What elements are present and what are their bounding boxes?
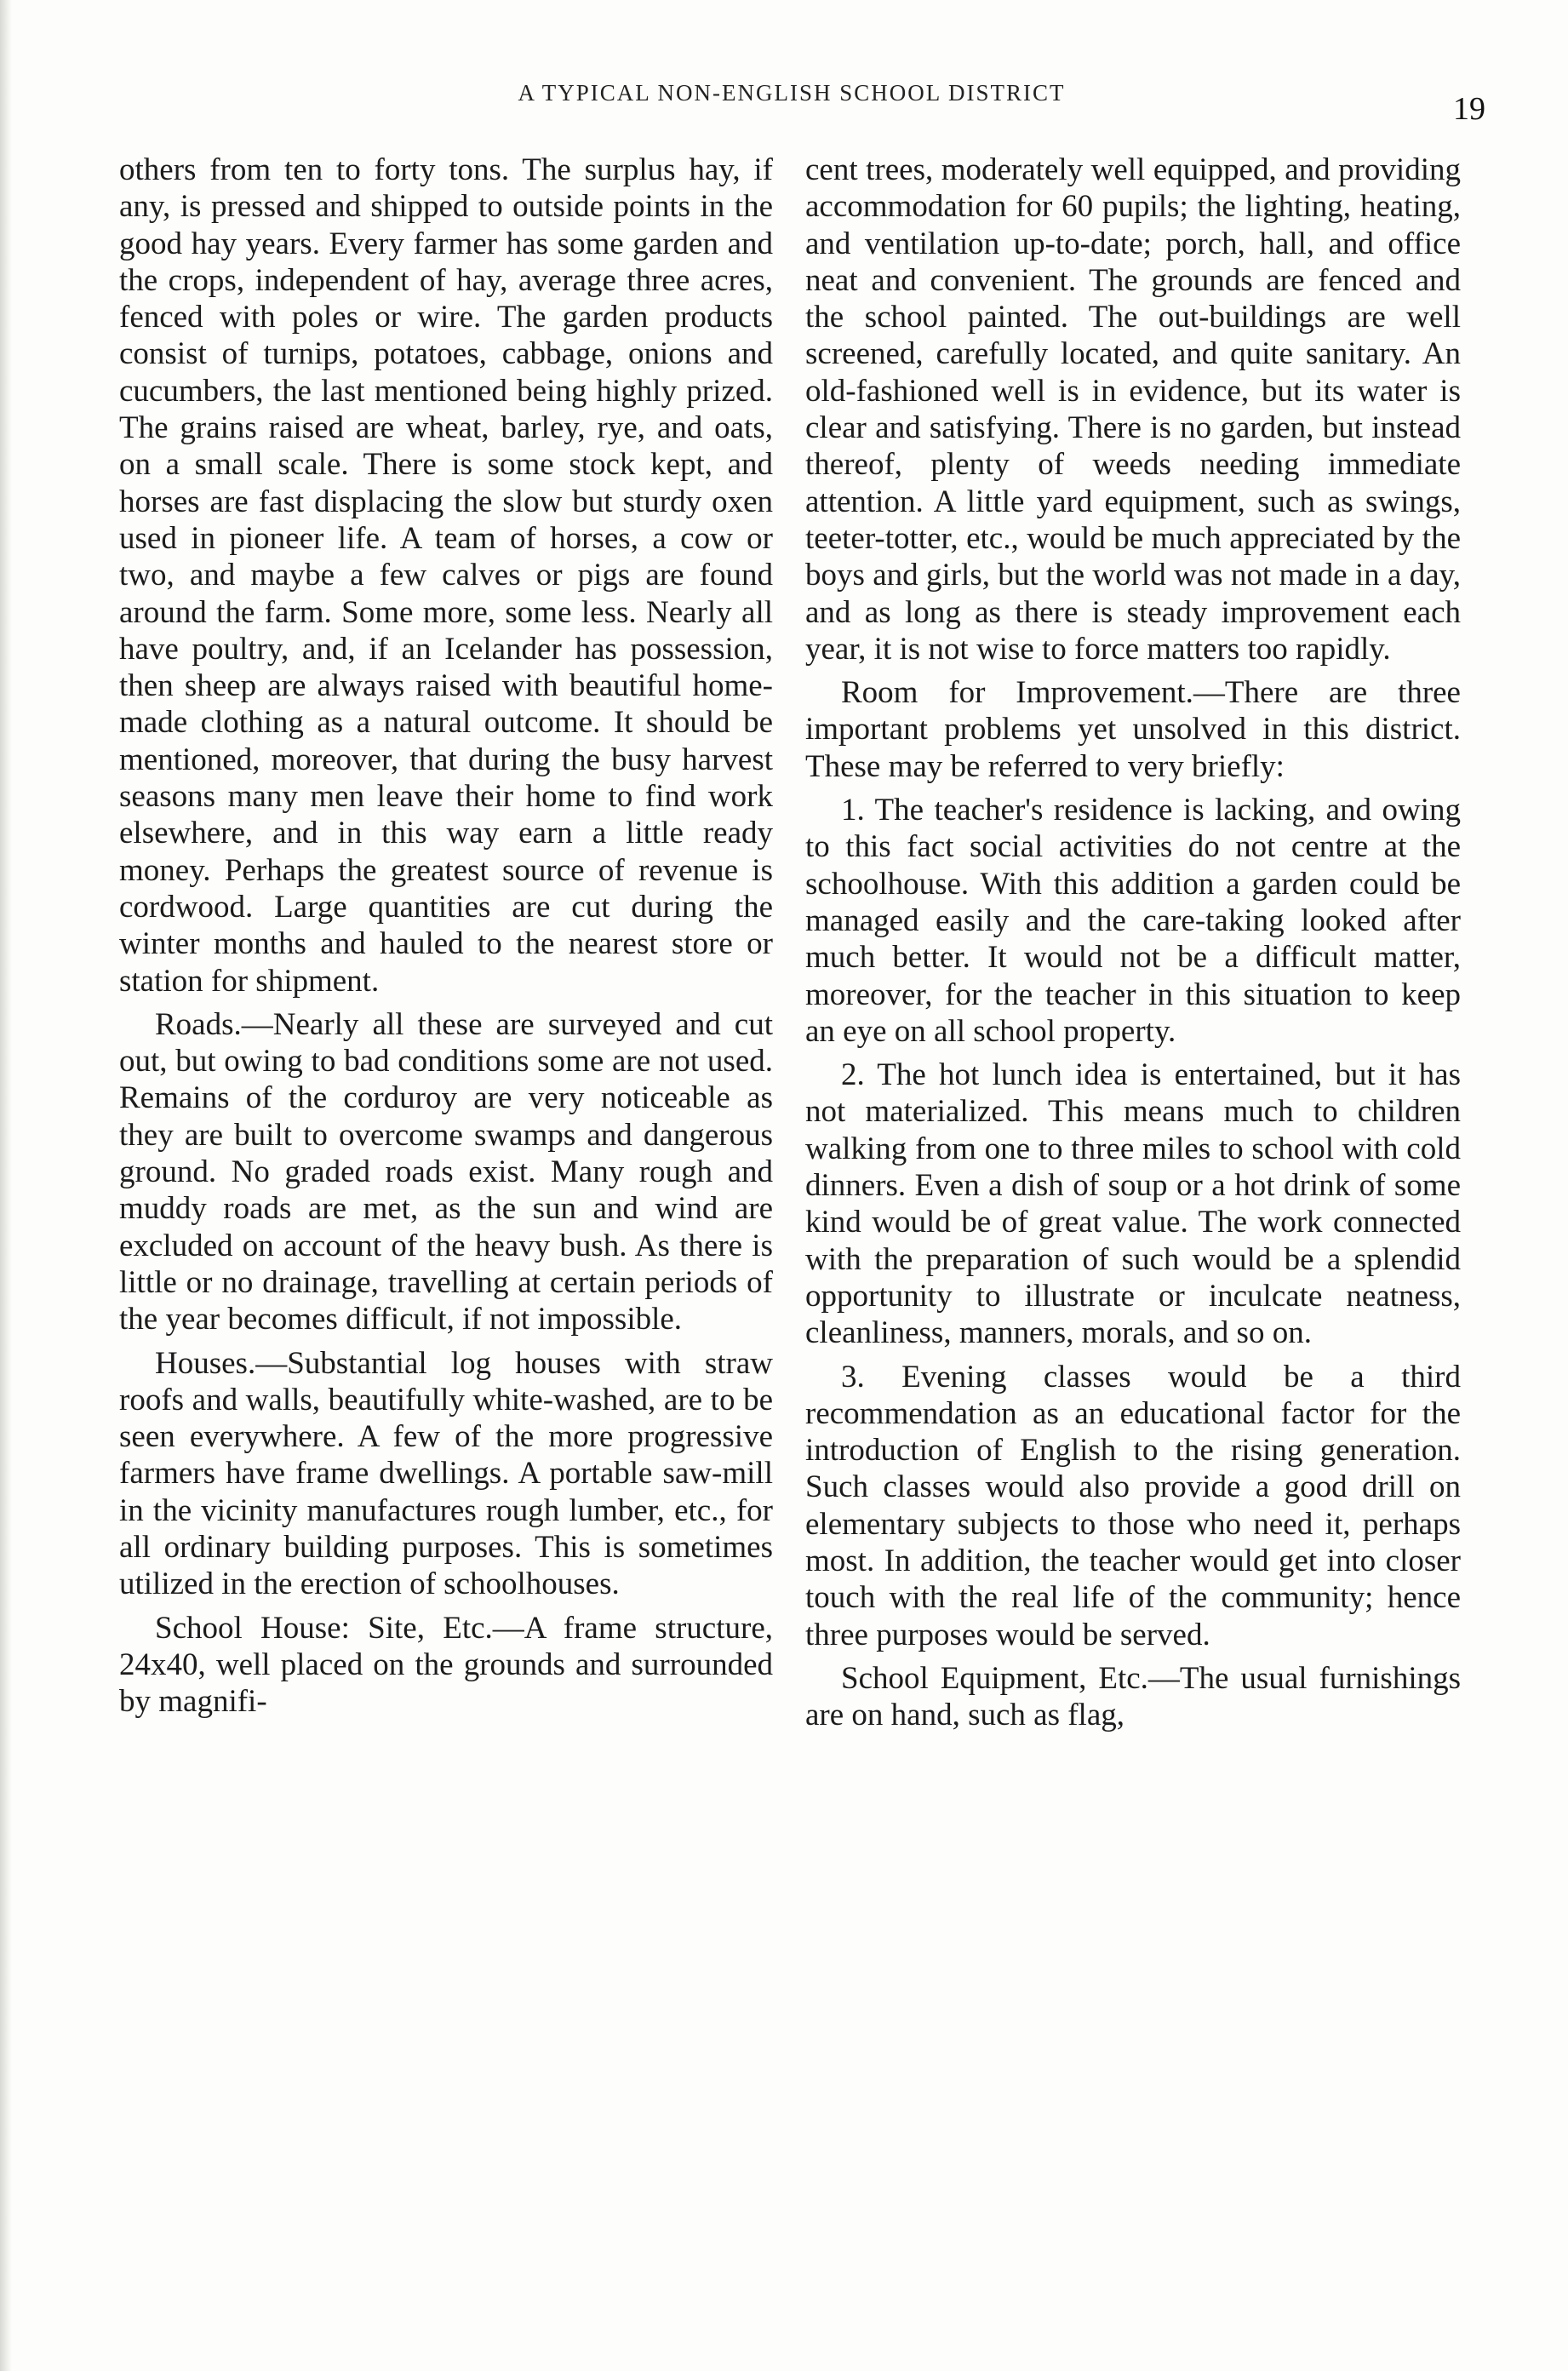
paragraph-room-for-improvement — [805, 674, 1461, 785]
school-house-text: A frame structure, 24x40, well placed on the grounds and surrounded by magnifi- — [119, 1610, 773, 1720]
paragraph-farming-continued: others from ten to forty tons. The surplus hay, if any, is pressed and shipped to outside points in the good hay years. Every farmer has some garden and the crops, independent of hay, average three acres, fenced with poles or wire. The garden products consist of turnips, potatoes, cabbage, onions and cucumbers, the last mentioned being highly prized. The grains raised are wheat, barley, rye, and oats, on a small scale. There is some stock kept, and horses are fast displacing the slow but sturdy oxen used in pioneer life. A team of horses, a cow or two, and maybe a few calves or pigs are found around the farm. Some more, some less. Nearly all have poultry, and, if an Icelander has possession, then sheep are always raised with beautiful home-made clothing as a natural outcome. It should be mentioned, moreover, that during the busy harvest seasons many men leave their home to find work elsewhere, and in this way earn a little ready money. Perhaps the greatest source of revenue is cordwood. Large quantities are cut during the winter months and hauled to the nearest store or station for shipment. — [119, 152, 773, 999]
paragraph-item-1: 1. The teacher's residence is lacking, and owing to this fact social activities do not centre at the schoolhouse. With this addition a garden could be managed easily and the care-taking looked after much better. It would not be a difficult matter, moreover, for the teacher in this situation to keep an eye on all school property. — [805, 793, 1461, 1049]
right-column — [805, 152, 1461, 1733]
equipment-heading: School Equipment, Etc.— — [841, 1660, 1180, 1696]
paragraph-houses — [119, 1345, 773, 1603]
running-title: A TYPICAL NON-ENGLISH SCHOOL DISTRICT — [518, 80, 1066, 106]
paragraph-roads — [119, 1006, 773, 1338]
left-column — [119, 152, 773, 1720]
roads-text: Nearly all these are surveyed and cut out, but owing to bad conditions some are not used. Remains of the corduroy are very noticeable as they are built to overcome swamps and dangerous ground. No graded roads exist. Many rough and muddy roads are met, as the sun and wind are excluded on account of the heavy bush. As there is little or no drainage, travelling at certain periods of the year becomes difficult, if not impossible. — [119, 1006, 773, 1337]
roads-heading: Roads.— — [155, 1006, 273, 1042]
houses-text: Substantial log houses with straw roofs and walls, beautifully white-washed, are to be seen everywhere. A few of the more progressive farmers have frame dwellings. A portable saw-mill in the vicinity manufactures rough lumber, etc., for all ordinary building purposes. This is sometimes utilized in the erection of schoolhouses. — [119, 1345, 773, 1602]
paragraph-school-house — [119, 1610, 773, 1721]
page-number: 19 — [1453, 91, 1485, 127]
paragraph-item-3: 3. Evening classes would be a third recommendation as an educational factor for the introduction of English to the rising generation. Such classes would also provide a good drill on elementary subjects to those who need it, perhaps most. In addition, the teacher would get into closer touch with the real life of the community; hence three purposes would be served. — [805, 1359, 1461, 1652]
room-text: There are three important problems yet unsolved in this district. These may be referred to very briefly: — [805, 675, 1461, 784]
houses-heading: Houses.— — [155, 1345, 288, 1381]
paragraph-school-equipment — [805, 1660, 1461, 1734]
school-house-heading: School House: Site, Etc.— — [155, 1610, 524, 1646]
room-heading: Room for Improvement.— — [841, 675, 1225, 711]
equipment-text: The usual furnishings are on hand, such as flag, — [805, 1660, 1462, 1733]
paragraph-item-2: 2. The hot lunch idea is entertained, but it has not materialized. This means much to children walking from one to three miles to school with cold dinners. Even a dish of soup or a hot drink of some kind would be of great value. The work connected with the preparation of such would be a splendid opportunity to illustrate or inculcate neatness, cleanliness, manners, morals, and so on. — [805, 1057, 1461, 1351]
paragraph-school-house-continued: cent trees, moderately well equipped, and providing accommodation for 60 pupils; the lighting, heating, and ventilation up-to-date; porch, hall, and office neat and convenient. The grounds are fenced and the school painted. The out-buildings are well screened, carefully located, and quite sanitary. An old-fashioned well is in evidence, but its water is clear and satisfying. There is no garden, but instead thereof, plenty of weeds needing immediate attention. A little yard equipment, such as swings, teeter-totter, etc., would be much appreciated by the boys and girls, but the world was not made in a day, and as long as there is steady improvement each year, it is not wise to force matters too rapidly. — [805, 152, 1461, 667]
page-binding-edge — [0, 0, 12, 2371]
